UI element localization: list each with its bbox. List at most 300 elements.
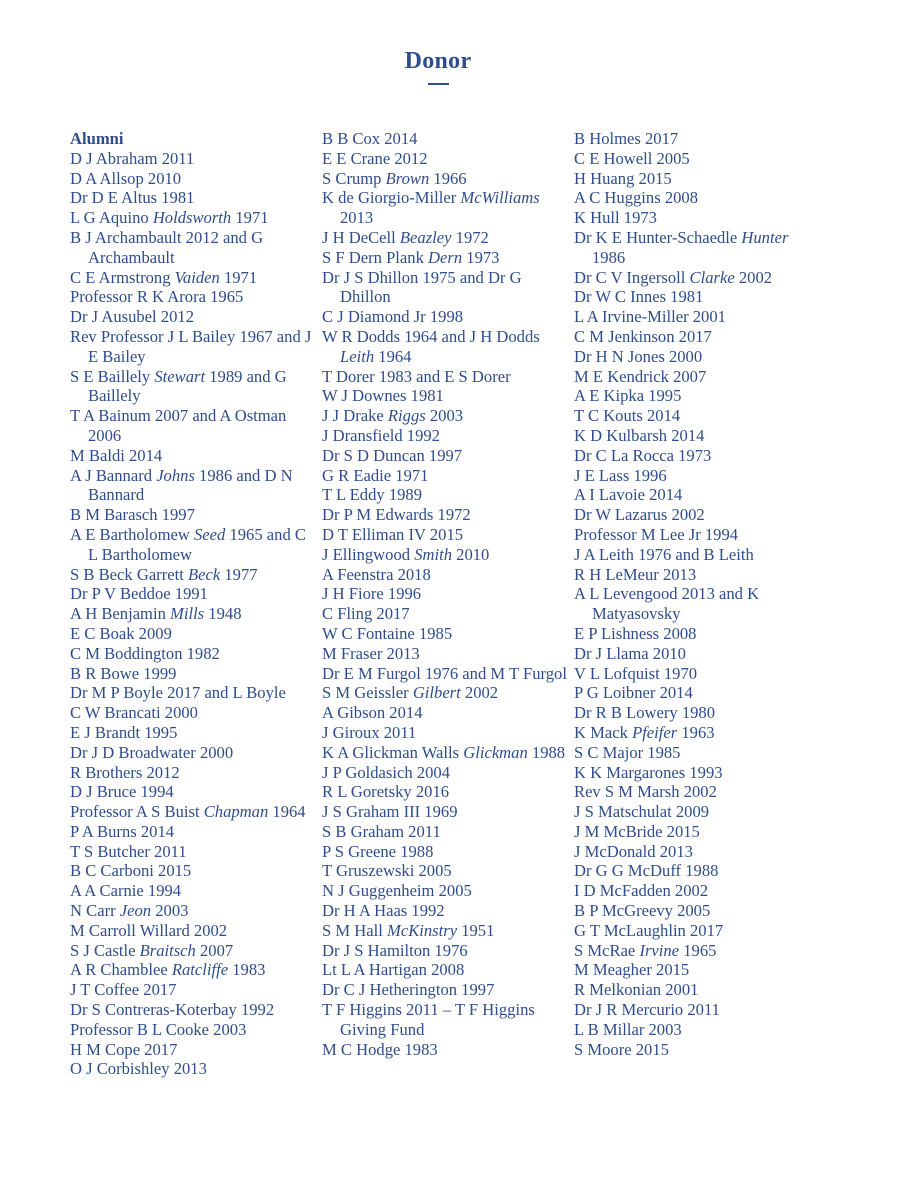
donor-entry: [574, 406, 819, 426]
donor-text: S C Major 1985: [574, 742, 681, 762]
donor-text: Dr J D Broadwater 2000: [70, 742, 234, 762]
donor-entry: [322, 644, 567, 664]
donor-entry: [70, 624, 315, 644]
donor-text: B J Archambault 2012 and G Archambault: [70, 227, 264, 267]
donor-text: A H Benjamin: [70, 604, 171, 624]
donor-entry: [70, 604, 315, 624]
donor-text: Rev S M Marsh 2002: [574, 782, 717, 802]
donor-entry: [574, 525, 819, 545]
maiden-name: Braitsch: [139, 940, 196, 960]
donor-text: T F Higgins 2011 – T F Higgins Giving Fund: [322, 1000, 535, 1039]
donor-text: Dr S Contreras-Koterbay 1992: [70, 1000, 275, 1020]
maiden-name: Seed: [193, 524, 226, 544]
donor-text: Professor B L Cooke 2003: [70, 1019, 247, 1039]
donor-entry: [322, 327, 567, 367]
maiden-name: Ratcliffe: [171, 960, 229, 980]
donor-entry: [322, 505, 567, 525]
donor-text: J H Fiore 1996: [322, 584, 422, 604]
donor-text: K D Kulbarsh 2014: [574, 425, 705, 445]
donor-text: S McRae: [574, 940, 640, 960]
donor-entry: [322, 901, 567, 921]
donor-text: S Crump: [322, 168, 386, 188]
donor-entry: [574, 901, 819, 921]
donor-entry: [70, 584, 315, 604]
donor-text: 1986: [592, 247, 626, 267]
donor-text: O J Corbishley 2013: [70, 1059, 207, 1079]
donor-entry: [322, 960, 567, 980]
title-divider: [428, 83, 449, 85]
donor-entry: [322, 703, 567, 723]
donor-text: Rev Professor J L Bailey 1967 and J E Bailey: [70, 326, 312, 366]
donor-text: K Hull 1973: [574, 208, 657, 228]
donor-text: S B Beck Garrett: [70, 564, 188, 584]
donor-entry: [70, 466, 315, 506]
donor-entry: [574, 664, 819, 684]
donor-text: A I Lavoie 2014: [574, 485, 683, 505]
donor-text: 1986 and D N Bannard: [88, 465, 293, 505]
donor-entry: [70, 822, 315, 842]
donor-text: J Ellingwood: [322, 544, 415, 564]
donor-entry: [574, 208, 819, 228]
donor-entry: [322, 426, 567, 446]
donor-text: Dr J R Mercurio 2011: [574, 1000, 720, 1020]
donor-text: T Dorer 1983 and E S Dorer: [322, 366, 511, 386]
donor-text: Dr E M Furgol 1976 and M T Furgol: [322, 663, 567, 683]
donor-text: 1948: [204, 604, 242, 624]
donor-text: P G Loibner 2014: [574, 683, 693, 703]
maiden-name: Clarke: [689, 267, 735, 287]
donor-text: Dr P M Edwards 1972: [322, 505, 471, 525]
donor-text: D J Abraham 2011: [70, 148, 195, 168]
donor-text: Dr D E Altus 1981: [70, 188, 195, 208]
donor-text: T L Eddy 1989: [322, 485, 423, 505]
donor-text: A Feenstra 2018: [322, 564, 431, 584]
donor-entry: [574, 149, 819, 169]
donor-text: 1983: [228, 960, 266, 980]
donor-text: S M Geissler: [322, 683, 413, 703]
donor-entry: [70, 525, 315, 565]
donor-entry: [322, 485, 567, 505]
donor-text: 1988: [527, 742, 566, 762]
donor-text: J S Matschulat 2009: [574, 802, 710, 822]
donor-text: Dr H N Jones 2000: [574, 346, 703, 366]
donor-entry: [574, 960, 819, 980]
donor-text: D J Bruce 1994: [70, 782, 174, 802]
maiden-name: Irvine: [639, 940, 680, 960]
donor-text: 1971: [231, 208, 269, 228]
donor-text: 1963: [677, 722, 715, 742]
donor-entry: [70, 208, 315, 228]
donor-text: Dr J Llama 2010: [574, 643, 686, 663]
donor-entry: [70, 802, 315, 822]
donor-text: Dr H A Haas 1992: [322, 901, 445, 921]
donor-entry: [574, 505, 819, 525]
donor-text: E J Brandt 1995: [70, 722, 178, 742]
donor-entry: [70, 1040, 315, 1060]
donor-text: Dr J S Hamilton 1976: [322, 940, 468, 960]
donor-text: Dr W C Innes 1981: [574, 287, 704, 307]
donor-entry: [70, 980, 315, 1000]
donor-entry: [574, 723, 819, 743]
donor-entry: [574, 624, 819, 644]
donor-entry: [574, 228, 819, 268]
donor-text: C E Howell 2005: [574, 148, 690, 168]
donor-entry: [70, 861, 315, 881]
donor-entry: [70, 307, 315, 327]
donor-text: A R Chamblee: [70, 960, 172, 980]
donor-text: P A Burns 2014: [70, 821, 175, 841]
donor-entry: [574, 386, 819, 406]
donor-entry: [574, 802, 819, 822]
donor-text: 1965 and C L Bartholomew: [88, 524, 306, 564]
donor-entry: [322, 228, 567, 248]
donor-entry: [322, 129, 567, 149]
donor-text: 2010: [452, 544, 490, 564]
donor-text: S J Castle: [70, 940, 140, 960]
donor-text: Dr C J Hetherington 1997: [322, 980, 495, 1000]
donor-text: B Holmes 2017: [574, 129, 679, 148]
donor-entry: [574, 644, 819, 664]
maiden-name: Chapman: [203, 802, 269, 822]
donor-entry: [70, 406, 315, 446]
donor-text: S F Dern Plank: [322, 247, 429, 267]
maiden-name: Brown: [385, 168, 430, 188]
section-heading: Alumni: [70, 129, 124, 148]
donor-text: G T McLaughlin 2017: [574, 920, 724, 940]
donor-text: B C Carboni 2015: [70, 861, 192, 881]
maiden-name: Leith: [340, 346, 375, 366]
maiden-name: Stewart: [154, 366, 206, 386]
donor-entry: [322, 802, 567, 822]
donor-text: W J Downes 1981: [322, 386, 444, 406]
donor-entry: [574, 941, 819, 961]
donor-entry: [574, 584, 819, 624]
donor-entry: [70, 901, 315, 921]
donor-entry: [574, 842, 819, 862]
donor-column: [322, 129, 567, 1059]
donor-text: 2002: [460, 683, 499, 703]
maiden-name: Vaiden: [174, 267, 220, 287]
donor-text: T Gruszewski 2005: [322, 861, 452, 881]
donor-text: 2002: [734, 267, 773, 287]
donor-text: A E Kipka 1995: [574, 386, 682, 406]
donor-text: M Meagher 2015: [574, 960, 690, 980]
donor-entry: [322, 386, 567, 406]
donor-list: [322, 129, 567, 1059]
donor-text: B B Cox 2014: [322, 129, 418, 148]
donor-entry: [322, 149, 567, 169]
donor-entry: [574, 565, 819, 585]
donor-entry: [322, 941, 567, 961]
donor-column: [70, 129, 315, 1079]
donor-text: Dr P V Beddoe 1991: [70, 584, 208, 604]
donor-text: J S Graham III 1969: [322, 802, 458, 822]
donor-entry: [574, 426, 819, 446]
donor-text: Dr K E Hunter-Schaedle: [574, 227, 742, 247]
donor-text: J P Goldasich 2004: [322, 762, 450, 782]
donor-text: S B Graham 2011: [322, 821, 441, 841]
donor-entry: [574, 980, 819, 1000]
donor-text: S E Baillely: [70, 366, 155, 386]
donor-entry: [322, 604, 567, 624]
donor-entry: [322, 188, 567, 228]
donor-entry: [70, 565, 315, 585]
maiden-name: Riggs: [387, 406, 426, 426]
donor-text: Dr G G McDuff 1988: [574, 861, 719, 881]
donor-text: J M McBride 2015: [574, 821, 700, 841]
donor-text: R Melkonian 2001: [574, 980, 699, 1000]
donor-entry: [70, 763, 315, 783]
donor-entry: [322, 248, 567, 268]
donor-text: 2003: [151, 901, 189, 921]
donor-entry: [322, 782, 567, 802]
donor-text: Professor R K Arora 1965: [70, 287, 244, 307]
donor-text: 1964: [374, 346, 412, 366]
donor-entry: [70, 188, 315, 208]
donor-text: 1964: [268, 802, 306, 822]
donor-entry: [574, 446, 819, 466]
donor-entry: [574, 188, 819, 208]
donor-entry: [322, 169, 567, 189]
donor-entry: [574, 861, 819, 881]
donor-text: C M Jenkinson 2017: [574, 326, 712, 346]
donor-entry: [322, 664, 567, 684]
donor-text: 1971: [219, 267, 258, 287]
maiden-name: Dern: [428, 247, 463, 267]
donor-entry: [574, 822, 819, 842]
maiden-name: McKinstry: [387, 920, 458, 940]
donor-entry: [70, 842, 315, 862]
donor-entry: [574, 268, 819, 288]
donor-entry: [70, 782, 315, 802]
donor-entry: [322, 980, 567, 1000]
donor-text: M E Kendrick 2007: [574, 366, 707, 386]
donor-text: 1989 and G Baillely: [88, 366, 287, 406]
donor-entry: [322, 624, 567, 644]
donor-text: R L Goretsky 2016: [322, 782, 450, 802]
donor-text: H Huang 2015: [574, 168, 672, 188]
donor-list: [574, 129, 819, 1059]
donor-entry: [70, 367, 315, 407]
donor-entry: [322, 406, 567, 426]
donor-text: Dr C La Rocca 1973: [574, 445, 712, 465]
donor-entry: [574, 921, 819, 941]
donor-text: L B Millar 2003: [574, 1019, 682, 1039]
donor-text: J Giroux 2011: [322, 722, 417, 742]
donor-text: Professor A S Buist: [70, 802, 204, 822]
donor-entry: [574, 683, 819, 703]
donor-text: R Brothers 2012: [70, 762, 180, 782]
donor-text: A L Levengood 2013 and K Matyasovsky: [574, 584, 760, 624]
donor-text: M Fraser 2013: [322, 643, 420, 663]
donor-entry: [70, 327, 315, 367]
donor-entry: [574, 743, 819, 763]
maiden-name: Johns: [156, 465, 195, 485]
donor-text: Dr W Lazarus 2002: [574, 505, 705, 525]
donor-text: J J Drake: [322, 406, 388, 426]
donor-text: Dr M P Boyle 2017 and L Boyle: [70, 683, 286, 703]
donor-text: K K Margarones 1993: [574, 762, 723, 782]
donor-list: [70, 149, 315, 1079]
donor-entry: [574, 545, 819, 565]
donor-text: 2003: [425, 406, 464, 426]
donor-entry: [322, 367, 567, 387]
donor-text: 1965: [679, 940, 717, 960]
donor-text: A C Huggins 2008: [574, 188, 699, 208]
donor-entry: [322, 822, 567, 842]
donor-text: J H DeCell: [322, 227, 400, 247]
donor-text: J Dransfield 1992: [322, 425, 440, 445]
donor-entry: [574, 129, 819, 149]
donor-entry: [322, 446, 567, 466]
donor-text: Lt L A Hartigan 2008: [322, 960, 465, 980]
donor-text: R H LeMeur 2013: [574, 564, 697, 584]
donor-entry: [70, 703, 315, 723]
maiden-name: Beck: [187, 564, 221, 584]
donor-entry: [70, 644, 315, 664]
donor-entry: [574, 169, 819, 189]
donor-text: L G Aquino: [70, 208, 153, 228]
maiden-name: Holdsworth: [152, 208, 232, 228]
donor-entry: [322, 842, 567, 862]
donor-text: J McDonald 2013: [574, 841, 693, 861]
donor-entry: [322, 1000, 567, 1040]
maiden-name: Jeon: [119, 901, 152, 921]
donor-entry: [70, 723, 315, 743]
donor-column: [574, 129, 819, 1059]
donor-entry: [70, 1000, 315, 1020]
donor-entry: [322, 565, 567, 585]
maiden-name: Smith: [414, 544, 453, 564]
donor-text: A A Carnie 1994: [70, 881, 182, 901]
donor-text: 1972: [451, 227, 489, 247]
donor-entry: [574, 1020, 819, 1040]
donor-text: B P McGreevy 2005: [574, 901, 711, 921]
donor-text: A J Bannard: [70, 465, 157, 485]
donor-text: S Moore 2015: [574, 1039, 669, 1059]
donor-entry: [574, 782, 819, 802]
donor-entry: [70, 1059, 315, 1079]
donor-text: E E Crane 2012: [322, 148, 428, 168]
donor-text: T S Butcher 2011: [70, 841, 187, 861]
donor-text: S M Hall: [322, 920, 387, 940]
donor-entry: [574, 466, 819, 486]
donor-text: N Carr: [70, 901, 120, 921]
donor-text: D A Allsop 2010: [70, 168, 182, 188]
donor-text: 1973: [462, 247, 500, 267]
donor-text: E P Lishness 2008: [574, 623, 697, 643]
donor-text: I D McFadden 2002: [574, 881, 709, 901]
donor-entry: [70, 169, 315, 189]
donor-entry: [574, 307, 819, 327]
donor-text: C E Armstrong: [70, 267, 175, 287]
page-title: Donor: [404, 48, 472, 74]
maiden-name: Mills: [170, 604, 205, 624]
donor-text: J E Lass 1996: [574, 465, 667, 485]
donor-entry: [322, 545, 567, 565]
donor-text: B R Bowe 1999: [70, 663, 177, 683]
donor-entry: [70, 505, 315, 525]
donor-entry: [574, 1000, 819, 1020]
donor-entry: [322, 861, 567, 881]
donor-entry: [322, 921, 567, 941]
donor-text: 2013: [340, 208, 374, 228]
maiden-name: Glickman: [463, 742, 528, 762]
donor-text: 1951: [457, 920, 495, 940]
donor-text: Dr S D Duncan 1997: [322, 445, 463, 465]
donor-text: B M Barasch 1997: [70, 505, 195, 525]
donor-text: H M Cope 2017: [70, 1039, 178, 1059]
donor-text: D T Elliman IV 2015: [322, 524, 464, 544]
donor-entry: [322, 307, 567, 327]
donor-text: L A Irvine-Miller 2001: [574, 307, 726, 327]
donor-text: J A Leith 1976 and B Leith: [574, 544, 754, 564]
donor-entry: [322, 683, 567, 703]
donor-entry: [70, 1020, 315, 1040]
donor-text: T C Kouts 2014: [574, 406, 681, 426]
donor-text: Dr J S Dhillon 1975 and Dr G Dhillon: [322, 267, 522, 307]
donor-text: K A Glickman Walls: [322, 742, 464, 762]
donor-text: C Fling 2017: [322, 604, 410, 624]
maiden-name: Gilbert: [412, 683, 461, 703]
donor-text: 1977: [220, 564, 258, 584]
maiden-name: Pfeifer: [632, 722, 678, 742]
donor-entry: [574, 703, 819, 723]
donor-entry: [70, 664, 315, 684]
donor-text: 2007: [195, 940, 234, 960]
donor-text: E C Boak 2009: [70, 623, 172, 643]
donor-text: J T Coffee 2017: [70, 980, 177, 1000]
donor-entry: [70, 743, 315, 763]
donor-entry: [322, 743, 567, 763]
donor-text: N J Guggenheim 2005: [322, 881, 472, 901]
donor-text: Professor M Lee Jr 1994: [574, 524, 739, 544]
donor-text: K Mack: [574, 722, 633, 742]
donor-text: A E Bartholomew: [70, 524, 194, 544]
donor-text: Dr R B Lowery 1980: [574, 703, 716, 723]
donor-entry: [322, 763, 567, 783]
donor-entry: [574, 347, 819, 367]
donor-text: M C Hodge 1983: [322, 1039, 438, 1059]
donor-text: T A Bainum 2007 and A Ostman 2006: [70, 406, 287, 445]
donor-text: 1966: [429, 168, 467, 188]
donor-entry: [70, 941, 315, 961]
donor-entry: [70, 960, 315, 980]
donor-text: C W Brancati 2000: [70, 703, 198, 723]
donor-text: W C Fontaine 1985: [322, 623, 453, 643]
donor-entry: [322, 268, 567, 308]
donor-text: A Gibson 2014: [322, 703, 423, 723]
donor-entry: [574, 1040, 819, 1060]
donor-entry: [322, 466, 567, 486]
donor-entry: [322, 881, 567, 901]
maiden-name: Beazley: [399, 227, 452, 247]
donor-entry: [574, 881, 819, 901]
donor-entry: [574, 367, 819, 387]
donor-entry: [574, 287, 819, 307]
donor-entry: [70, 268, 315, 288]
donor-text: W R Dodds 1964 and J H Dodds: [322, 326, 540, 346]
donor-text: C M Boddington 1982: [70, 643, 220, 663]
donor-entry: [70, 446, 315, 466]
donor-entry: [70, 228, 315, 268]
donor-entry: [322, 584, 567, 604]
donor-text: Dr C V Ingersoll: [574, 267, 690, 287]
maiden-name: Hunter: [741, 227, 789, 247]
donor-entry: [70, 287, 315, 307]
donor-text: V L Lofquist 1970: [574, 663, 698, 683]
donor-entry: [70, 149, 315, 169]
